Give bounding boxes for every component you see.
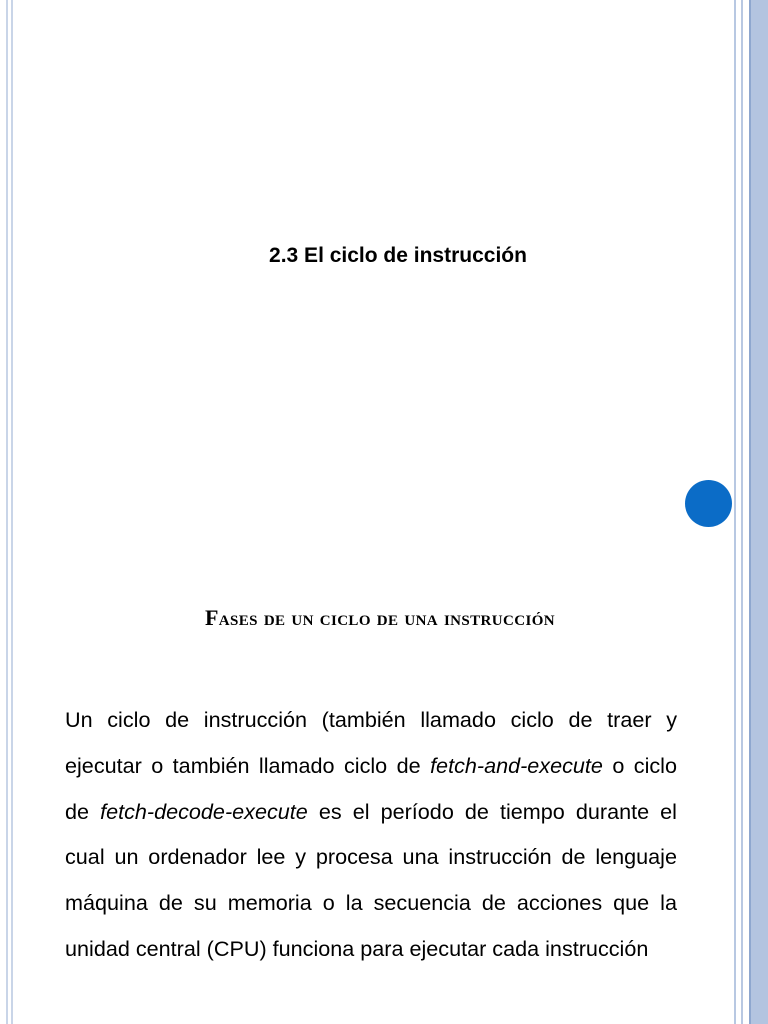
paragraph-italic-term: fetch-and-execute [430, 752, 603, 778]
decorative-circle-icon [685, 480, 732, 527]
paragraph-text: es el período de tiempo durante el cual un ordenador lee y procesa una instrucción de lenguaje máquina de su memoria o la secuencia de acciones que la unidad central (CPU) funciona para ejecutar cada instrucción [65, 798, 677, 961]
left-border-line [6, 0, 8, 1024]
right-border-line [741, 0, 743, 1024]
right-decorative-band [749, 0, 768, 1024]
section-heading: 2.3 El ciclo de instrucción [269, 244, 527, 267]
body-paragraph [65, 697, 677, 972]
right-border-line [734, 0, 736, 1024]
paragraph-text: o ciclo de [65, 752, 677, 824]
paragraph-text: Un ciclo de instrucción (también llamado ciclo de traer y ejecutar o también llamado ciclo de [65, 707, 677, 778]
left-border-line [11, 0, 13, 1024]
paragraph-italic-term: fetch-decode-execute [100, 798, 308, 824]
sub-heading: Fases de un ciclo de una instrucción [204, 605, 556, 630]
